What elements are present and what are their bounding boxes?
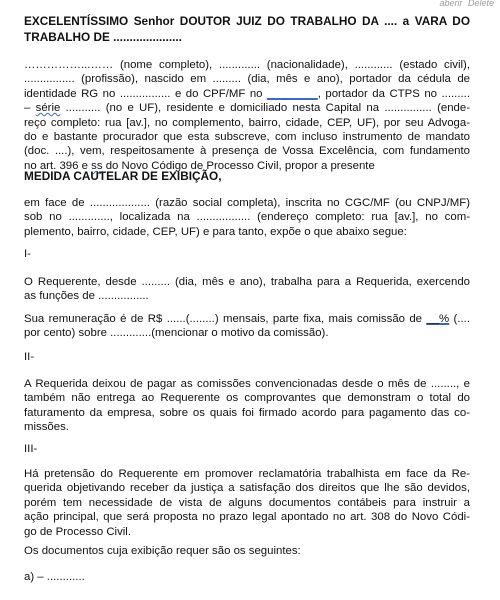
delete-link[interactable]: Delete xyxy=(467,0,494,8)
heading-line-1: EXCELENTÍSSIMO Senhor DOUTOR JUIZ DO TRABALHO DA .... a VARA DO xyxy=(24,14,470,28)
text-line: (doc. ....), vem, respeitosamente à presença de Vossa Excelência, com fundamento xyxy=(24,145,470,158)
section-1-paragraph-2 xyxy=(24,312,470,341)
text-line: em face de ................... (razão social completa), inscrita no CGC/MF (ou CNPJ/MF) xyxy=(24,197,470,209)
document-heading xyxy=(24,13,470,45)
documents-intro: Os documentos cuja exibição requer são os seguintes: xyxy=(24,545,301,557)
toolbar xyxy=(436,0,494,8)
text-line: ................ (profissão), nascido em ......... (dia, mês e ano), portador da cédula de xyxy=(24,73,470,86)
text-line: no art. 396 e ss do Novo Código de Processo Civil, propor a presente xyxy=(24,159,375,172)
text-line: por cento) sobre .............(mencionar o motivo da comissão). xyxy=(24,327,329,340)
heading-line-2: TRABALHO DE ..................... xyxy=(24,30,182,44)
section-1-paragraph-1 xyxy=(24,275,470,304)
text-line: as funções de ................ xyxy=(24,290,149,303)
commission-percent-blank: __% xyxy=(426,313,450,325)
action-title: MEDIDA CAUTELAR DE EXIBIÇÃO, xyxy=(24,169,222,183)
edit-link[interactable]: aberir xyxy=(439,0,463,8)
text-line: A Requerida deixou de pagar as comissões convencionadas desde o mês de ........, e xyxy=(24,378,470,390)
defendant-paragraph xyxy=(24,196,470,239)
section-3-paragraph xyxy=(24,467,470,539)
text-line: faturamento da empresa, sobre os quais foi firmado acordo para pagamento das co- xyxy=(24,406,470,419)
text-line: ação principal, que será proposta no prazo legal apontado no art. 308 do Novo Códi- xyxy=(24,511,470,524)
section-2-paragraph xyxy=(24,377,470,435)
section-number-3: III- xyxy=(24,443,38,455)
documents-item-a: a) – ............ xyxy=(24,571,85,583)
text-line: identidade RG no ................ e do CPF/MF no ________, portador da CTPS no ......... xyxy=(24,87,470,100)
text-line: sob no ............., localizada na ................. (endereço completo: rua [av.], no com- xyxy=(24,211,470,224)
text-line: plemento, bairro, cidade, CEP, UF) e para tanto, expõe o que abaixo segue: xyxy=(24,225,407,238)
text-line: O Requerente, desde ......... (dia, mês e ano), trabalha para a Requerida, exercendo xyxy=(24,276,470,288)
section-number-2: II- xyxy=(24,351,35,363)
text-line: também não entrega ao Requerente os comprovantes que demonstram o total do xyxy=(24,392,470,405)
text-line: – série ........... (no e UF), residente e domiciliado nesta Capital na ............... (ende- xyxy=(24,102,471,115)
text-line: reço completo: rua [av.], no complemento, bairro, cidade, CEP, UF), por seu Advoga- xyxy=(24,116,470,129)
qualification-paragraph xyxy=(24,58,470,173)
text-line: do e bastante procurador que esta subscreve, com incluso instrumento de mandato xyxy=(24,131,470,144)
text-line: missões. xyxy=(24,421,69,434)
text-line: porém tem necessidade de vista de alguns documentos contábeis para instruir a xyxy=(24,496,470,509)
text-line: querida objetivando receber da justiça a satisfação dos direitos que lhe são devidos, xyxy=(24,482,470,495)
text-line: go de Processo Civil. xyxy=(24,525,131,538)
text-line: Há pretensão do Requerente em promover reclamatória trabalhista em face da Re- xyxy=(24,468,470,480)
section-number-1: I- xyxy=(24,248,31,260)
text-line: Sua remuneração é de R$ ......(........) mensais, parte fixa, mais comissão de __% (.... xyxy=(24,313,470,325)
text-line: ……………...…… (nome completo), ............. (nacionalidade), ............ (estado civil), xyxy=(24,59,470,71)
spellcheck-word: série xyxy=(35,102,61,115)
spellcheck-word: ss xyxy=(91,159,103,172)
cpf-blank: ________ xyxy=(267,87,318,100)
